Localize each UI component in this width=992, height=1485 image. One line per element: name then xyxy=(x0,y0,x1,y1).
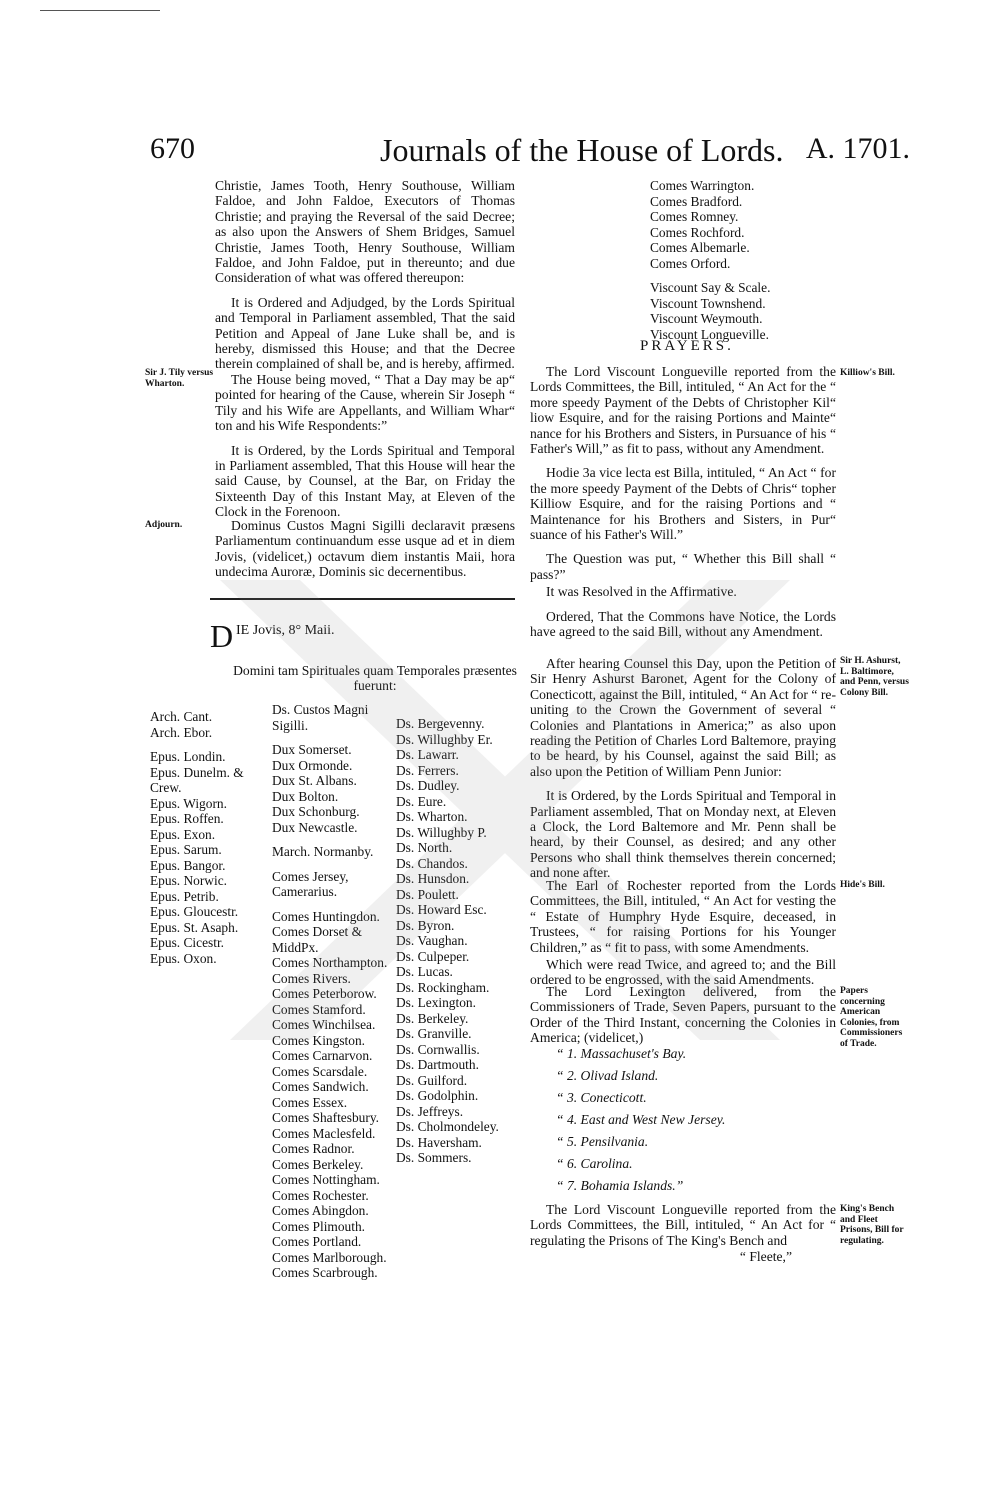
lord-entry: Dux Newcastle. xyxy=(272,819,358,835)
list-gap xyxy=(650,271,770,280)
lords-list-barons xyxy=(396,716,499,1166)
margin-note-ashurst: Sir H. Ashurst, L. Baltimore, and Penn, versus Colony Bill. xyxy=(840,656,909,698)
lord-entry: Viscount Townshend. xyxy=(650,295,766,311)
paragraph-prisons-report: The Lord Viscount Longueville reported from the Lords Committees, the Bill, intituled, “ An Act for “ regulating the Prisons of The King's Bench and xyxy=(530,1202,836,1248)
lord-entry: Viscount Longueville. xyxy=(650,326,769,342)
lord-entry: Comes Plimouth. xyxy=(272,1218,366,1234)
lord-entry: Ds. Rockingham. xyxy=(396,979,490,995)
lord-entry: Arch. Cant. xyxy=(150,709,213,724)
paragraph-lexington-papers: The Lord Lexington delivered, from the Commissioners of Trade, Seven Papers, pursuant to the Order of the Third Instant, concerning the Colonies in America; (videlicet,) xyxy=(530,984,836,1046)
lord-entry: Epus. Norwic. xyxy=(150,873,227,888)
lord-entry: Comes Stamford. xyxy=(272,1001,366,1017)
lord-entry: Comes Bradford. xyxy=(650,193,743,209)
lord-entry: Comes Northampton. xyxy=(272,955,388,970)
lord-entry: Ds. Willughby Er. xyxy=(396,731,493,747)
margin-note-adjourn: Adjourn. xyxy=(145,520,183,530)
lord-entry: Comes Rochford. xyxy=(650,224,745,240)
lord-entry: Crew. xyxy=(150,780,182,795)
lord-entry: Comes Maclesfeld. xyxy=(272,1125,376,1141)
paragraph-order-baltemore: It is Ordered, by the Lords Spiritual and Temporal in Parliament assembled, That on Monday next, at Eleven a Clock, the Lord Baltemore and Mr. Penn shall be heard, by their Counsel, as desired; and any other Persons who shall think themselves therein concerned; and none after. xyxy=(530,788,836,881)
lord-entry: Arch. Ebor. xyxy=(150,724,213,740)
lord-entry: Comes Nottingham. xyxy=(272,1172,380,1187)
lord-entry: Comes Sandwich. xyxy=(272,1079,369,1094)
section-prayers: PRAYERS. xyxy=(640,338,734,354)
lord-entry: Ds. Lucas. xyxy=(396,964,453,979)
right-column-a xyxy=(530,364,836,649)
paragraph-commons-notice: Ordered, That the Commons have Notice, the Lords have agreed to the said Bill, without any Amendment. xyxy=(530,608,836,640)
colony-item: “ 5. Pensilvania. xyxy=(556,1134,649,1149)
lord-entry: Ds. Cholmondeley. xyxy=(396,1119,499,1134)
right-column-b xyxy=(530,656,836,890)
lord-entry: Epus. Wigorn. xyxy=(150,795,227,811)
paragraph-prisons-end: “ Fleete,” xyxy=(739,1249,792,1265)
colony-item: “ 1. Massachuset's Bay. xyxy=(556,1046,687,1061)
lord-entry: Sigilli. xyxy=(272,717,309,733)
lord-entry: Ds. Chandos. xyxy=(396,855,468,871)
margin-note-hyde: Hide's Bill. xyxy=(840,880,885,890)
lord-entry: Comes Essex. xyxy=(272,1094,348,1110)
lord-entry: Epus. Oxon. xyxy=(150,950,217,966)
list-gap xyxy=(272,733,387,742)
paragraph-executors: Christie, James Tooth, Henry Southouse, William Faldoe, and John Faldoe, Executors of Thomas Christie; and praying the Reversal of the said Decree; as also upon the Answers of Shem Bridges, Samuel Christie, James Tooth, Henry Southouse, William Faldoe, and John Faldoe, put in thereunto; and due Consideration of what was offered thereupon: xyxy=(215,178,515,286)
lord-entry: Comes Dorset & xyxy=(272,924,363,939)
page-number: 670 xyxy=(150,132,195,165)
lords-list-dukes-earls xyxy=(272,702,387,1281)
lord-entry: Comes Carnarvon. xyxy=(272,1048,373,1063)
colony-item: “ 7. Bohamia Islands.” xyxy=(556,1178,684,1193)
journal-year: A. 1701. xyxy=(805,132,910,165)
margin-note-tily: Sir J. Tily versus Wharton. xyxy=(145,368,214,389)
lord-entry: Epus. Cicestr. xyxy=(150,935,225,950)
lord-entry: Ds. Willughby P. xyxy=(396,824,487,840)
lord-entry: Ds. Granville. xyxy=(396,1026,472,1041)
lord-entry: Ds. Cornwallis. xyxy=(396,1041,480,1057)
lord-entry: Dux Schonburg. xyxy=(272,804,360,819)
lord-entry: Ds. Howard Esc. xyxy=(396,902,487,917)
lord-entry: March. Normanby. xyxy=(272,844,374,859)
right-column-c xyxy=(530,878,836,997)
lord-entry: Camerarius. xyxy=(272,884,338,899)
lord-entry: Ds. Jeffreys. xyxy=(396,1103,464,1119)
colony-item: “ 4. East and West New Jersey. xyxy=(556,1112,726,1127)
domini-heading xyxy=(225,663,525,694)
lord-entry: Ds. Bergevenny. xyxy=(396,716,485,731)
lord-entry: Comes Berkeley. xyxy=(272,1156,364,1172)
lord-entry: Ds. Berkeley. xyxy=(396,1010,469,1026)
paragraph-amendments: Which were read Twice, and agreed to; and the Bill ordered to be engrossed, with the said Amendments. xyxy=(530,957,836,988)
paragraph-hyde-report: The Earl of Rochester reported from the Lords Committees, the Bill, intituled, “ An Act for vesting the “ Estate of Humphry Hyde Esquire, deceased, in Trustees, “ for raising Portions for his Younger Children,” as “ fit to pass, with some Amendments. xyxy=(530,878,836,955)
lord-entry: Ds. Hunsdon. xyxy=(396,871,470,886)
right-column-e xyxy=(530,1202,836,1265)
lord-entry: Epus. Dunelm. & xyxy=(150,764,244,780)
paragraph-killiow-report: The Lord Viscount Longueville reported from the Lords Committees, the Bill, intituled, “ An Act for the “ more speedy Payment of the Debts of Christopher Kil“ liow Esquire, and for the raising Portions and Mainte“ nance for his Brothers and Sisters, in Pursuance of his “ Father's Will,” as fit to pass, without any Amendment. xyxy=(530,364,836,457)
list-gap xyxy=(272,860,387,869)
list-gap xyxy=(272,900,387,909)
paragraph-ashurst-petition: After hearing Counsel this Day, upon the Petition of Sir Henry Ashurst Baronet, Agent for the Colony of Conecticott, against the Bill, intituled, “ An Act for “ re-uniting to the Crown the Government of several “ Colonies and Plantations in America;” as also upon reading the Petition of Charles Lord Baltemore, praying to be heard, by his Counsel, against the said Bill; as also upon the Petition of William Penn Junior: xyxy=(530,656,836,779)
lord-entry: Epus. Londin. xyxy=(150,749,226,764)
lord-entry: Ds. Wharton. xyxy=(396,809,468,824)
lord-entry: Viscount Say & Scale. xyxy=(650,280,771,295)
lord-entry: Dux Ormonde. xyxy=(272,757,353,773)
paragraph-question: The Question was put, “ Whether this Bill shall “ pass?” xyxy=(530,551,836,582)
paragraph-order-dismissed: It is Ordered and Adjudged, by the Lords Spiritual and Temporal in Parliament assembled, That the said Petition and Appeal of Jane Luke shall be, and is hereby, dismissed this House; and that the Decree therein complained of shall be, and is hereby, affirmed. xyxy=(215,294,515,372)
paragraph-order-hearing: It is Ordered, by the Lords Spiritual and Temporal in Parliament assembled, That this House will hear the said Cause, by Counsel, at the Bar, on Friday the Sixteenth Day of this Instant May, at Eleven of the Clock in the Forenoon. xyxy=(215,442,515,520)
lord-entry: Epus. Bangor. xyxy=(150,857,226,873)
lord-entry: Ds. Custos Magni xyxy=(272,702,369,717)
lord-entry: Dux St. Albans. xyxy=(272,773,357,788)
lords-list-spiritual xyxy=(150,709,244,966)
lord-entry: Comes Abingdon. xyxy=(272,1203,369,1218)
die-heading: IE Jovis, 8° Maii. xyxy=(236,623,335,638)
lord-entry: Comes Winchilsea. xyxy=(272,1017,376,1032)
scan-edge-line xyxy=(40,10,160,11)
die-initial: D xyxy=(210,618,234,654)
colony-item: “ 3. Conecticott. xyxy=(556,1090,647,1105)
lord-entry: Comes Romney. xyxy=(650,209,739,224)
lord-entry: Ds. Eure. xyxy=(396,793,447,809)
lord-entry: Epus. Roffen. xyxy=(150,811,224,826)
section-rule xyxy=(210,598,515,600)
lord-entry: Ds. Dartmouth. xyxy=(396,1057,479,1072)
lord-entry: Comes Warrington. xyxy=(650,178,755,193)
margin-note-papers: Papers concerning American Colonies, from Commissioners of Trade. xyxy=(840,986,903,1049)
list-gap xyxy=(150,740,244,749)
paragraph-hodie-lecta: Hodie 3a vice lecta est Billa, intituled, “ An Act “ for the more speedy Payment of the Debts of Chris“ topher Killiow Esquire, and for the raising Portions and “ Maintenance for his Brothers and Sisters, in Pur“ suance of his Father's Will.” xyxy=(530,465,836,543)
lord-entry: Comes Scarbrough. xyxy=(272,1265,378,1280)
page-header xyxy=(150,132,910,172)
lord-entry: Ds. North. xyxy=(396,840,453,855)
lord-entry: Viscount Weymouth. xyxy=(650,311,763,326)
paragraph-house-moved: The House being moved, “ That a Day may be ap“ pointed for hearing of the Cause, wherein Sir Joseph “ Tily and his Wife are Appellants, and William Whar“ ton and his Wife Respondents:” xyxy=(215,372,515,434)
colony-item: “ 2. Olivad Island. xyxy=(556,1068,659,1083)
lord-entry: Epus. Gloucestr. xyxy=(150,904,239,919)
lord-entry: Epus. St. Asaph. xyxy=(150,919,239,935)
lord-entry: Comes Rochester. xyxy=(272,1187,369,1203)
lord-entry: Comes Scarsdale. xyxy=(272,1063,368,1079)
margin-note-killiow: Killiow's Bill. xyxy=(840,368,895,378)
lord-entry: Comes Orford. xyxy=(650,255,731,271)
left-column-adjourn xyxy=(215,518,515,589)
lord-entry: Comes Huntingdon. xyxy=(272,908,380,924)
lord-entry: Comes Peterborow. xyxy=(272,986,377,1001)
lord-entry: Ds. Ferrers. xyxy=(396,762,459,778)
lord-entry: Epus. Sarum. xyxy=(150,842,222,857)
lord-entry: Comes Kingston. xyxy=(272,1032,365,1048)
lord-entry: Comes Rivers. xyxy=(272,970,351,986)
margin-note-kings-bench: King's Bench and Fleet Prisons, Bill for regulating. xyxy=(840,1204,904,1246)
lord-entry: Ds. Haversham. xyxy=(396,1134,482,1150)
paragraph-resolved: It was Resolved in the Affirmative. xyxy=(546,584,737,600)
lord-entry: Comes Radnor. xyxy=(272,1141,355,1156)
lord-entry: Ds. Sommers. xyxy=(396,1150,472,1165)
lord-entry: Comes Jersey, xyxy=(272,868,349,884)
lord-entry: MiddPx. xyxy=(272,939,319,955)
lord-entry: Ds. Dudley. xyxy=(396,778,460,793)
lord-entry: Dux Bolton. xyxy=(272,788,339,804)
journal-title: Journals of the House of Lords. xyxy=(380,132,784,168)
lord-entry: Ds. Godolphin. xyxy=(396,1088,479,1103)
list-gap xyxy=(272,835,387,844)
lord-entry: Comes Portland. xyxy=(272,1234,362,1249)
lord-entry: Ds. Byron. xyxy=(396,917,455,933)
left-column-tily xyxy=(215,372,515,529)
left-column-top xyxy=(215,178,515,381)
domini-line-2: fuerunt: xyxy=(353,678,397,694)
lord-entry: Dux Somerset. xyxy=(272,742,352,757)
lord-entry: Comes Marlborough. xyxy=(272,1249,387,1265)
lord-entry: Ds. Lexington. xyxy=(396,995,476,1010)
domini-line-1: Domini tam Spirituales quam Temporales præsentes xyxy=(233,663,517,678)
lord-entry: Ds. Guilford. xyxy=(396,1072,468,1088)
lord-entry: Ds. Poulett. xyxy=(396,886,459,902)
lord-entry: Ds. Culpeper. xyxy=(396,948,470,964)
paragraph-adjournment: Dominus Custos Magni Sigilli declaravit præsens Parliamentum continuandum esse usque ad et in diem Jovis, (videlicet,) octavum diem instantis Maii, hora undecima Auroræ, Dominis sic decernentibus. xyxy=(215,518,515,580)
right-column-d xyxy=(530,984,836,1055)
lord-entry: Epus. Petrib. xyxy=(150,888,219,904)
lord-entry: Ds. Lawarr. xyxy=(396,747,459,762)
lord-entry: Comes Shaftesbury. xyxy=(272,1110,379,1125)
lord-entry: Comes Albemarle. xyxy=(650,240,750,255)
lord-entry: Ds. Vaughan. xyxy=(396,933,468,948)
lord-entry: Epus. Exon. xyxy=(150,826,216,842)
lords-list-continued xyxy=(650,178,770,342)
colony-item: “ 6. Carolina. xyxy=(556,1156,633,1171)
